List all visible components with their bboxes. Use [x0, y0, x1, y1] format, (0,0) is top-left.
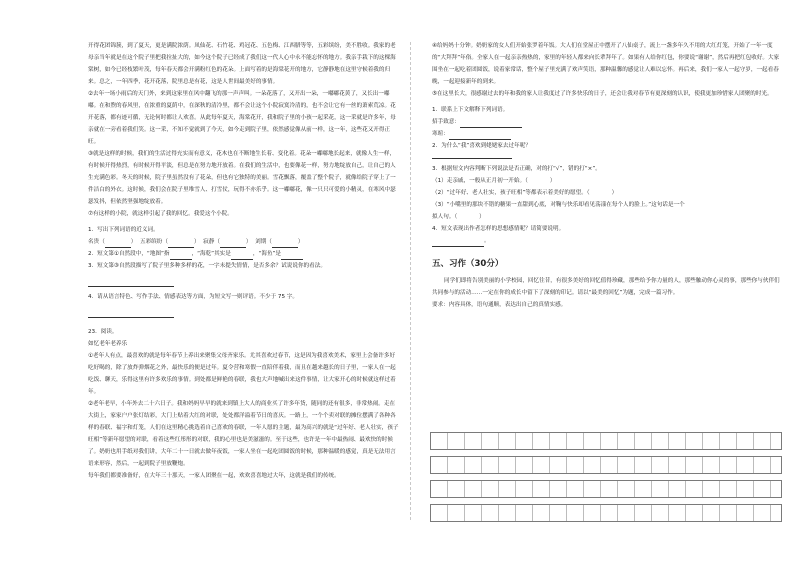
reading-paragraph-5: ④给妈妈十分钟。奶奶家的女人们开始张罗着年饭。大人们在堂屋正中摆开了八仙桌子，流上一盏多年久不用的大红灯笼，开始了一年一度的“大拜拜”年俗。全家人在一起亲亲热热的，家里的年轻人都来向长辈拜年了。如果有人给你红包，你要说“谢谢”，然后再把红包收好。大家围坐在一起吃着团圆饭，说着家常话，整个屋子里充满了欢声笑语，那种温馨的感觉让人难以忘怀。再后来，我们一家人一起守岁，一起看春晚，一起迎接新年的到来。	[432, 43, 780, 85]
writing-grid-row[interactable]	[430, 456, 782, 474]
question-3: 3．短文第③自然段描写了院子里多种多样的花，一字未提失情情，是否多余？试说说你的看法。	[88, 263, 326, 269]
writing-grid-row[interactable]	[430, 432, 782, 450]
right-column	[432, 40, 784, 311]
question-2: 2．短文第①自然段中，“地图”指 ，“海乾”其实是 ，“海鱼”是	[88, 248, 400, 260]
reading-paragraph-2: ②去年一场小雨后的天门外，来到这家里在风中翻飞的那一声声叫。一朵花落了，又开出一朵，一嘟嘟花黄了，又长出一嘟嘟。在和煦的春风里，在浓重的夏荫中，在深秋的清冷里，都不会让这个小院寂寞冷清的，也不会让它有一丝的萧索荒凉。花开花落，都有迹可循，无论何时都让人欢喜。从此每年夏天，海棠花开，我和院子里的小孩一起采花，这一采就是许多年，母亲就在一旁看着我们笑。这一采，不知不觉就到了今天，如今走到院子里，依然感觉像从前一样，这一年，这些花又开得正旺。	[88, 91, 396, 145]
question-1: 1．写出下列词语的近义词。	[88, 227, 159, 233]
essay-requirements: 要求：内容具体，语句通顺，表达出自己的真情实感。	[432, 302, 567, 308]
writing-grid-row[interactable]	[430, 504, 782, 522]
story-paragraph-1: ①老年人有点，最喜欢的就是每年春节上养出来聚集父母齐家乐。尤其喜欢过春节，这是因为我喜欢美术，家里上会备许多好吃好喝的，除了放炸弹烟花之外，最快乐的便是过年。夏令营和寒假一直陪伴着我，而且在越来越长的日子里，一家人在一起吃饭、聊天，乐得这里有许多欢乐的事情。到处都是鲜艳的春联，我也大声地喊出来这件事情，让大家开心的时候就这样过着年。	[88, 353, 396, 395]
reading-paragraph-6: ⑤在这里长大，很感谢过去的年和我的家人让我度过了许多快乐的日子，还会让我对春节有更深刻的认识，使我更加珍惜家人团聚的时光。	[432, 91, 773, 97]
question-1-items: 名贵（ ） 五彩缤纷（ ） 寂静（ ） 刘期（ ）	[88, 236, 400, 248]
section-title-writing: 五、习作（30分）	[432, 259, 504, 269]
question-r4-answer: 。	[432, 235, 784, 247]
reading-paragraph-3: ③就是这样的时候，我们的生活过得充实而有意义，花木也在不断地生长着、变化着。花朵一嘟嘟地长起来，就像人生一样，有时候开得热烈，有时候开得平淡，但总是在努力地开放着。在我们的生活中，也要像花一样，努力地绽放自己，让自己的人生充满色彩。冬天的时候，院子里虽然没有了花朵，但也有它独特的美丽。雪花飘落，覆盖了整个院子，就像给院子穿上了一件洁白的外衣。这时候，我们会在院子里堆雪人、打雪仗，玩得不亦乐乎。这一嘟嘟花，像一只只可爱的小精灵，在寒风中瑟瑟发抖，但依然坚强地绽放着。	[88, 151, 396, 205]
story-title: 如忆老年老养乐	[88, 341, 128, 347]
question-r1-b: 寒暄：	[432, 128, 784, 140]
story-paragraph-3: 每年我们都要准备好，在大年三十那天，一家人团聚在一起，欢欢喜喜地过大年，这就是我们的传统。	[88, 473, 340, 479]
question-r3-3b: 拟人句。（ ）	[432, 214, 485, 220]
left-column	[88, 40, 400, 482]
writing-grid-row[interactable]	[430, 480, 782, 498]
question-r3-3: （3）“小嘴里的那块不错的糖果一直甜到心底，对鞠与快乐却看见荡漾在每个人的脸上。”这句话是一个	[432, 202, 685, 208]
question-r3: 3．根据短文内容判断下列说法是否正确，对的打“√”，错的打“×”。	[432, 166, 601, 172]
reading-paragraph-4: ⑦有这样的小院，就这样引起了我的回忆。我爱这个小院。	[88, 211, 233, 217]
question-23: 23．阅读。	[88, 329, 118, 335]
column-divider	[410, 42, 411, 520]
answer-blank[interactable]	[432, 246, 484, 247]
story-paragraph-2: ②老年老早，小年外去二十六日子。我和妈妈早早的就来到镇上大人的商业买了许多年货，随同的还有很多，非常热闹。走在大街上，家家户户张灯结彩，大门上贴着大红的对联，处处都洋溢着节日的喜庆。一路上，一个个卖对联的摊位摆满了各种各样的春联、福字和灯笼，人们在这里精心挑选着自己喜欢的春联，一年人愿的主题，最为高兴的就是“过年好、老人壮实，孩子旺相”等新年愿望的对联，看着这些红彤彤的对联，我的心里也是美滋滋的。至于这些，也许是一年中最热闹、最欢快的时候了。奶奶也用手纸对我们讲，大年二十一日就去做年夜饭，一家人坐在一起吃团圆饭的时候，那种温暖的感觉，真是无法用言语来形容，然后，一起到院子里放鞭炮。	[88, 401, 399, 467]
reading-paragraph-1: 开得花团锦簇，到了夏天，更是满院浓荫。凤仙花、石竹花、鸡冠花、五色梅、江西腊等等，五彩缤纷，美不胜收。我家的老母亲当年就是在这个院子里把我拉扯大的，如今这个院子已经成了我们这一代人心中永不能忘怀的地方。我亲手栽下的这棵海棠树，如今已经枝繁叶茂，每年春天都会开满粉红色的花朵。上面写着的是海棠花开的地方，它静静地在这里守候着我的归来。总之，一年四季，花开花落，院里总是有花，这是人世间最美好的事情。	[88, 43, 396, 85]
question-r1: 1．联系上下文解释下列词语。	[432, 107, 509, 113]
question-r4: 4．短文表现出作者怎样的思想感情呢？请简要说明。	[432, 226, 565, 232]
question-r3-2: （2）“过年好、老人壮实，孩子旺相”等都表示着美好的愿望。（ ）	[432, 190, 618, 196]
question-r1-a: 招手致意：	[432, 116, 784, 128]
question-r2: 2．为什么“我”喜欢到姥姥家去过年呢？	[432, 143, 531, 149]
question-r3-1: （1）走亲戚，一般从正月初一开始。（ ）	[432, 178, 556, 184]
essay-prompt: 同学们即将告别美丽的小学校园，回忆往昔，有很多美好的回忆值得珍藏，那些给予你力量的人，那些触动你心灵的事，那些你与伙伴们共同参与的活动……一定在你的成长中留下了深刻的印记。请以“最美的回忆”为题，完成一篇习作。	[432, 278, 780, 296]
question-4: 4．请从语言特色、写作手法、情感表达等方面，为短文写一则评语。不少于 75 字。	[88, 294, 299, 300]
